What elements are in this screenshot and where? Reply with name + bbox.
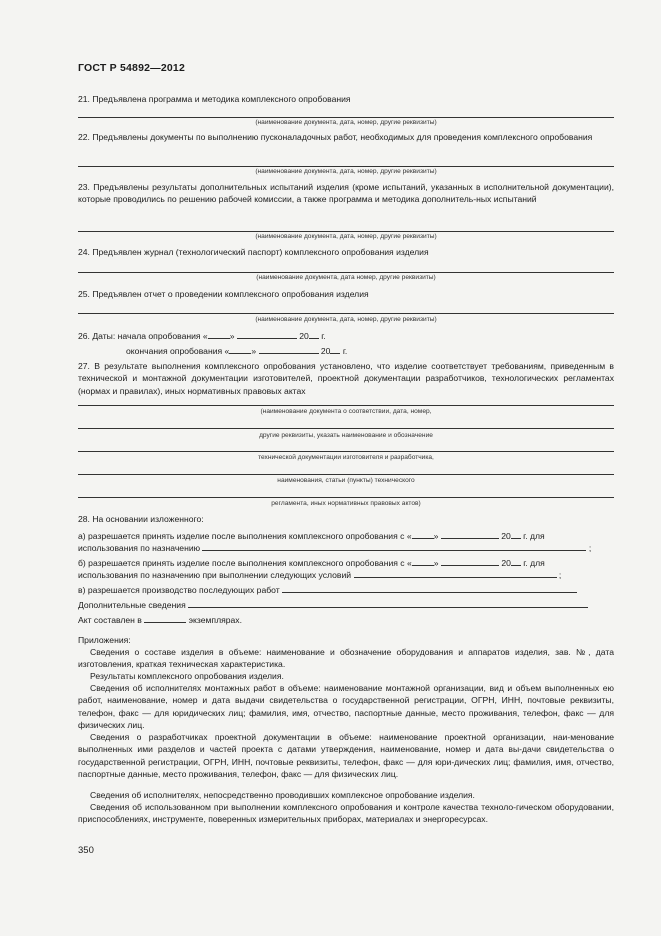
item-28b-month-field[interactable] [441,556,499,566]
item-27-fill-line-2 [78,428,614,429]
item-25-caption: (наименование документа, дата, номер, другие реквизиты) [255,316,437,323]
item-28b-line-2 [78,568,614,581]
act-copies-line [78,613,614,626]
item-28b-conditions: использования по назначению при выполнении следующих условий [78,570,352,580]
item-28a-year-field[interactable] [511,529,521,539]
item-27-caption-5: регламента, иных нормативных правовых актов) [271,500,421,507]
item-28b-year-field[interactable] [511,556,521,566]
act-copies-field[interactable] [144,613,186,623]
item-22-fill-line [78,166,614,167]
appendix-item-3: Сведения об исполнителях монтажных работ в объеме: наименование монтажной организации, вид и объем выполненных ею работ, наименование, номер и дата выдачи свидетельства о государственной регистрации, ОГРН, ИНН, почтовые реквизиты, телефон, факс — для юридических лиц; фамилия, имя, отчество, паспортные данные, место проживания, телефон, факс — для физических лиц. [78,683,614,731]
item-21-fill-line [78,117,614,118]
item-28a-month-field[interactable] [441,529,499,539]
item-21-text: 21. Предъявлена программа и методика комплексного опробования [78,94,351,104]
appendix-item-6: Сведения об использованном при выполнении комплексного опробования и контроле качества техноло-гическом оборудовании, приспособлениях, инструменте, поверенных измерительных приборах, материалах и энергоресурсах. [78,802,614,825]
item-25-text: 25. Предъявлен отчет о проведении комплексного опробования изделия [78,289,369,299]
start-year-prefix: 20 [299,331,309,341]
extra-info-field[interactable] [188,598,588,608]
end-month-field[interactable] [259,344,319,354]
item-28b-conditions-field[interactable] [354,568,557,578]
item-28b-year-suffix: г. для [523,558,545,568]
item-27-fill-line-1 [78,405,614,406]
end-date-quote: » [251,346,257,356]
item-28b-semicolon: ; [558,570,562,580]
item-26-start-date [78,329,614,342]
item-28a-purpose: использования по назначению [78,543,201,553]
item-27-fill-line-5 [78,497,614,498]
appendix-item-5: Сведения об исполнителях, непосредственно проводивших комплексное опробование изделия. [90,790,475,800]
item-28b-day-field[interactable] [412,556,434,566]
end-year-field[interactable] [330,344,340,354]
item-28b-year-prefix: 20 [501,558,511,568]
item-28a-day-field[interactable] [412,529,434,539]
end-year-suffix: г. [342,346,348,356]
appendix-item-2: Результаты комплексного опробования изделия. [90,671,284,681]
end-year-prefix: 20 [320,346,331,356]
start-date-quote: » [229,331,235,341]
item-23-fill-line [78,231,614,232]
end-date-label: окончания опробования « [126,346,230,356]
item-27-caption-1: (наименование документа о соответствии, дата, номер, [260,408,432,415]
item-24-caption: (наименование документа, дата номер, другие реквизиты) [256,274,436,281]
standard-title: ГОСТ Р 54892—2012 [78,62,186,74]
appendix-title: Приложения: [78,635,131,645]
item-28c-text: в) разрешается производство последующих работ [78,585,280,595]
item-24-fill-line [78,272,614,273]
item-23-text: 23. Предъявлены результаты дополнительных испытаний изделия (кроме испытаний, указанных в исполнительной документации), которые проводились по решению рабочей комиссии, а также программа и методика дополнитель-ных испытаний [78,182,614,205]
item-25-fill-line [78,313,614,314]
item-28a-year-suffix: г. для [523,531,545,541]
item-28a-text: а) разрешается принять изделие после выполнения комплексного опробования с « [78,531,412,541]
item-28a-year-prefix: 20 [501,531,511,541]
start-date-label: 26. Даты: начала опробования « [78,331,208,341]
item-22-text: 22. Предъявлены документы по выполнению пусконаладочных работ, необходимых для проведения комплексного опробования [78,132,593,142]
start-year-suffix: г. [321,331,326,341]
item-28b-quote: » [433,558,439,568]
start-year-field[interactable] [309,329,319,339]
end-day-field[interactable] [229,344,251,354]
extra-info-line [78,598,614,611]
item-28a-semicolon: ; [588,543,592,553]
item-27-fill-line-4 [78,474,614,475]
extra-info-label: Дополнительные сведения [78,600,186,610]
item-22-caption: (наименование документа, дата, номер, другие реквизиты) [255,168,437,175]
item-28a-line-2 [78,541,614,554]
item-21-caption: (наименование документа, дата, номер, другие реквизиты) [255,119,437,126]
item-27-caption-2: другие реквизиты, указать наименование и обозначение [259,432,433,439]
act-copies-suffix: экземплярах. [188,615,242,625]
appendix-item-1: Сведения о составе изделия в объеме: наименование и обозначение оборудования и аппаратов изделия, зав. №, дата изготовления, краткая техническая характеристика. [78,647,614,670]
item-28a-quote: » [433,531,439,541]
item-24-text: 24. Предъявлен журнал (технологический паспорт) комплексного опробования изделия [78,247,429,257]
item-27-text: 27. В результате выполнения комплексного опробования установлено, что изделие соответствует требованиям, приведенным в технической и монтажной документации изготовителей, проектной документации разработчиков, технологических регламентах (нормах и правилах), иных нормативных правовых актах [78,361,614,396]
item-27-caption-4: наименования, статьи (пункты) технического [277,477,415,484]
act-copies-label: Акт составлен в [78,615,142,625]
item-28a-purpose-field[interactable] [202,541,586,551]
item-28-title: 28. На основании изложенного: [78,514,204,524]
item-28b-text: б) разрешается принять изделие после выполнения комплексного опробования с « [78,558,412,568]
start-month-field[interactable] [237,329,297,339]
item-27-caption-3: технической документации изготовителя и разработчика, [258,454,434,461]
start-day-field[interactable] [208,329,230,339]
item-26-end-date [126,344,661,357]
item-28c-field[interactable] [282,583,577,593]
item-27-fill-line-3 [78,451,614,452]
appendix-item-4: Сведения о разработчиках проектной документации в объеме: наименование проектной организации, наи-менование выполненных ими разделов и частей проекта с датами утверждения, наименование, номер и дата вы-дачи свидетельства о государственной регистрации, ОГРН, ИНН, почтовые реквизиты, телефон, факс — для юри-дических лиц; фамилия, имя, отчество, паспортные данные, место проживания, телефон, факс — для физических лиц. [78,732,614,780]
item-23-caption: (наименование документа, дата, номер, другие реквизиты) [255,233,437,240]
item-28c-line [78,583,614,596]
page-number: 350 [78,845,94,856]
